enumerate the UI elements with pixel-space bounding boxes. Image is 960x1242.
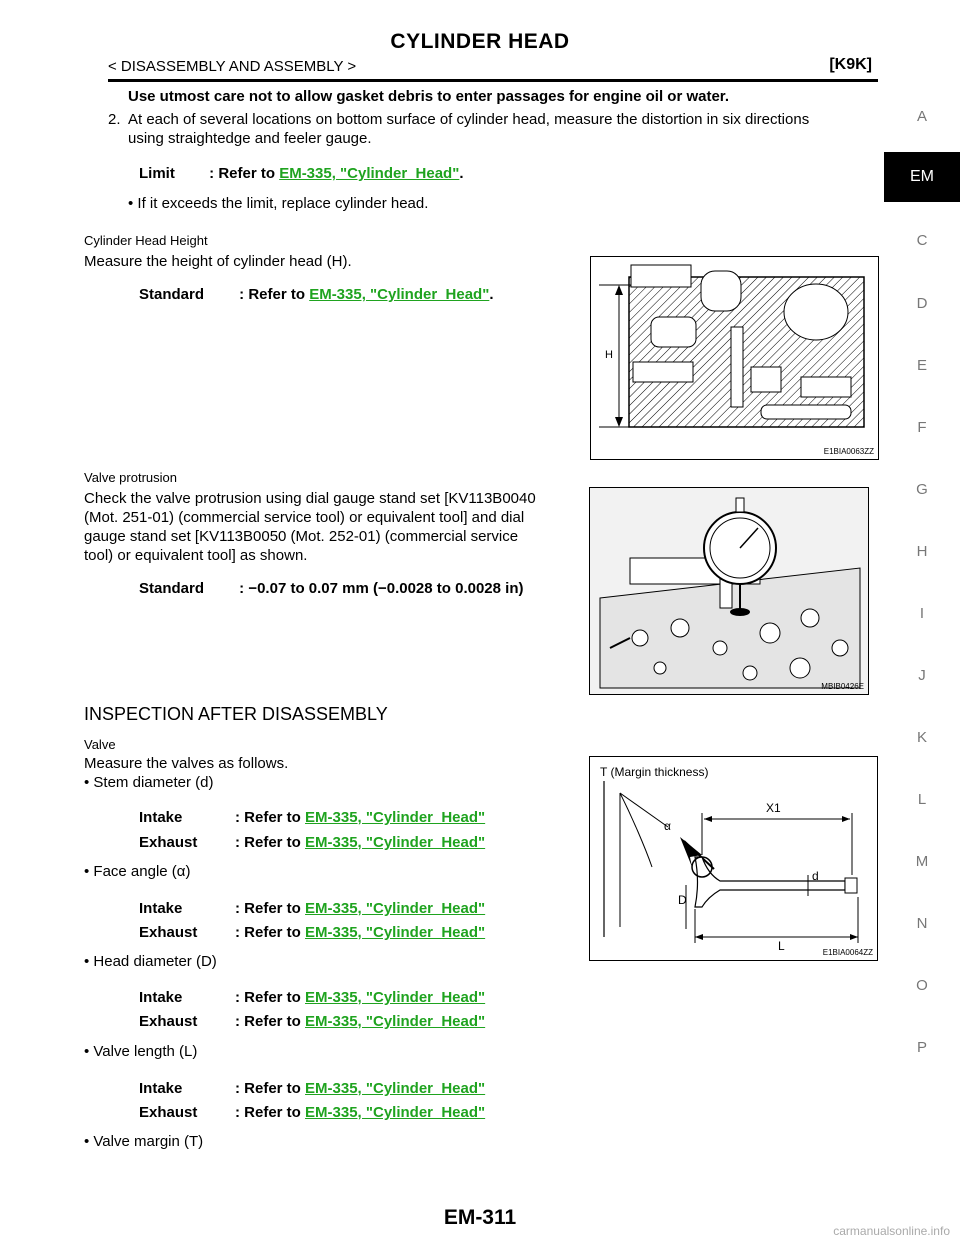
protrusion-heading: Valve protrusion [84,470,177,485]
length-exhaust-label: Exhaust [139,1104,198,1121]
stem-intake-prefix: : Refer to [235,809,301,826]
protrusion-line3: gauge stand set [KV113B0050 (Mot. 252-01) (commercial service [84,528,519,545]
head-intake-label: Intake [139,989,183,1006]
protrusion-spec [139,580,523,597]
valve-figure-title: T (Margin thickness) [600,765,709,779]
limit-suffix: . [459,165,464,182]
length-intake-prefix: : Refer to [235,1080,301,1097]
step2-line2: using straightedge and feeler gauge. [128,130,372,147]
face-exhaust-label: Exhaust [139,924,198,941]
protrusion-spec-value: : −0.07 to 0.07 mm (−0.0028 to 0.0028 in) [239,580,524,597]
valve-figure-l: L [778,939,785,953]
height-figure-code: E1BIA0063ZZ [823,447,874,456]
length-exhaust-ref-link[interactable]: EM-335, "Cylinder_Head" [305,1104,486,1121]
inspection-heading: INSPECTION AFTER DISASSEMBLY [84,704,388,724]
head-diameter-bullet: • Head diameter (D) [84,953,217,970]
side-index-k[interactable]: K [916,729,927,746]
head-exhaust-label: Exhaust [139,1013,198,1030]
limit-ref-link[interactable]: EM-335, "Cylinder_Head" [279,165,460,182]
valve-figure-d-stem: d [812,869,819,883]
side-index-p[interactable]: P [916,1039,927,1056]
side-index-d[interactable]: D [916,295,928,312]
side-index-l[interactable]: L [917,791,927,808]
side-index-e[interactable]: E [916,357,927,374]
step2-bullet: • If it exceeds the limit, replace cylinder head. [128,195,429,212]
valve-intro: Measure the valves as follows. [84,755,289,772]
stem-exhaust-prefix: : Refer to [235,834,301,851]
valve-length-bullet: • Valve length (L) [84,1043,198,1060]
limit-label: Limit [139,165,175,182]
length-intake-spec [139,1080,485,1097]
length-exhaust-prefix: : Refer to [235,1104,301,1121]
height-heading: Cylinder Head Height [84,233,208,248]
face-exhaust-spec [139,924,485,941]
valve-figure-x1: X1 [766,801,781,815]
face-exhaust-ref-link[interactable]: EM-335, "Cylinder_Head" [305,924,486,941]
step2-number: 2. [108,111,121,128]
cylinder-head-drawing [591,257,878,459]
side-index-m[interactable]: M [915,853,929,870]
watermark: carmanualsonline.info [833,1224,950,1238]
length-exhaust-spec [139,1104,485,1121]
side-index-g[interactable]: G [916,481,928,498]
head-exhaust-ref-link[interactable]: EM-335, "Cylinder_Head" [305,1013,486,1030]
valve-subheading: Valve [84,737,116,752]
protrusion-line2: (Mot. 251-01) (commercial service tool) or equivalent tool] and dial [84,509,525,526]
length-intake-label: Intake [139,1080,183,1097]
stem-intake-ref-link[interactable]: EM-335, "Cylinder_Head" [305,809,486,826]
side-index-a[interactable]: A [916,108,927,125]
valve-figure-code: E1BIA0064ZZ [822,948,873,957]
side-index-i[interactable]: I [919,605,925,622]
limit-spec [139,165,463,182]
dial-gauge-drawing [590,488,868,694]
section-label: < DISASSEMBLY AND ASSEMBLY > [108,58,357,75]
protrusion-line1: Check the valve protrusion using dial gauge stand set [KV113B0040 [84,490,536,507]
side-index-n[interactable]: N [916,915,928,932]
face-exhaust-prefix: : Refer to [235,924,301,941]
height-figure-label-h: H [605,349,613,361]
header-rule [108,79,878,82]
height-spec [139,286,493,303]
protrusion-line4: tool) or equivalent tool] as shown. [84,547,308,564]
valve-drawing [590,757,877,960]
length-intake-ref-link[interactable]: EM-335, "Cylinder_Head" [305,1080,486,1097]
protrusion-spec-label: Standard [139,580,205,597]
stem-intake-label: Intake [139,809,183,826]
cylinder-head-height-figure [590,256,879,460]
side-index-f[interactable]: F [917,419,927,436]
stem-exhaust-ref-link[interactable]: EM-335, "Cylinder_Head" [305,834,486,851]
engine-code: [K9K] [829,56,872,73]
face-angle-bullet: • Face angle (α) [84,863,191,880]
face-intake-prefix: : Refer to [235,900,301,917]
warning-text: Use utmost care not to allow gasket debris to enter passages for engine oil or water. [128,88,729,105]
protrusion-figure-code: MBIB0426E [821,682,864,691]
head-intake-prefix: : Refer to [235,989,301,1006]
limit-prefix: : Refer to [209,165,276,182]
side-index-c[interactable]: C [916,232,928,249]
valve-dimensions-figure [589,756,878,961]
height-text: Measure the height of cylinder head (H). [84,253,352,270]
stem-intake-spec [139,809,485,826]
face-intake-ref-link[interactable]: EM-335, "Cylinder_Head" [305,900,486,917]
head-intake-ref-link[interactable]: EM-335, "Cylinder_Head" [305,989,486,1006]
height-ref-link[interactable]: EM-335, "Cylinder_Head" [309,286,490,303]
head-exhaust-prefix: : Refer to [235,1013,301,1030]
face-intake-spec [139,900,485,917]
side-index-o[interactable]: O [916,977,928,994]
page-title: CYLINDER HEAD [390,30,570,53]
face-intake-label: Intake [139,900,183,917]
page-number: EM-311 [443,1206,517,1229]
height-spec-prefix: : Refer to [239,286,306,303]
height-spec-suffix: . [489,286,494,303]
valve-figure-d-head: D [678,893,687,907]
stem-exhaust-label: Exhaust [139,834,198,851]
side-index-j[interactable]: J [918,667,926,684]
step2-line1: At each of several locations on bottom surface of cylinder head, measure the distortion in six directions [128,111,810,128]
side-index-active-tab[interactable]: EM [884,152,960,202]
stem-exhaust-spec [139,834,485,851]
stem-diameter-bullet: • Stem diameter (d) [84,774,214,791]
valve-margin-bullet: • Valve margin (T) [84,1133,204,1150]
head-exhaust-spec [139,1013,485,1030]
valve-figure-alpha: α [664,819,671,833]
dial-gauge-figure [589,487,869,695]
head-intake-spec [139,989,485,1006]
side-index-h[interactable]: H [916,543,928,560]
height-spec-label: Standard [139,286,205,303]
